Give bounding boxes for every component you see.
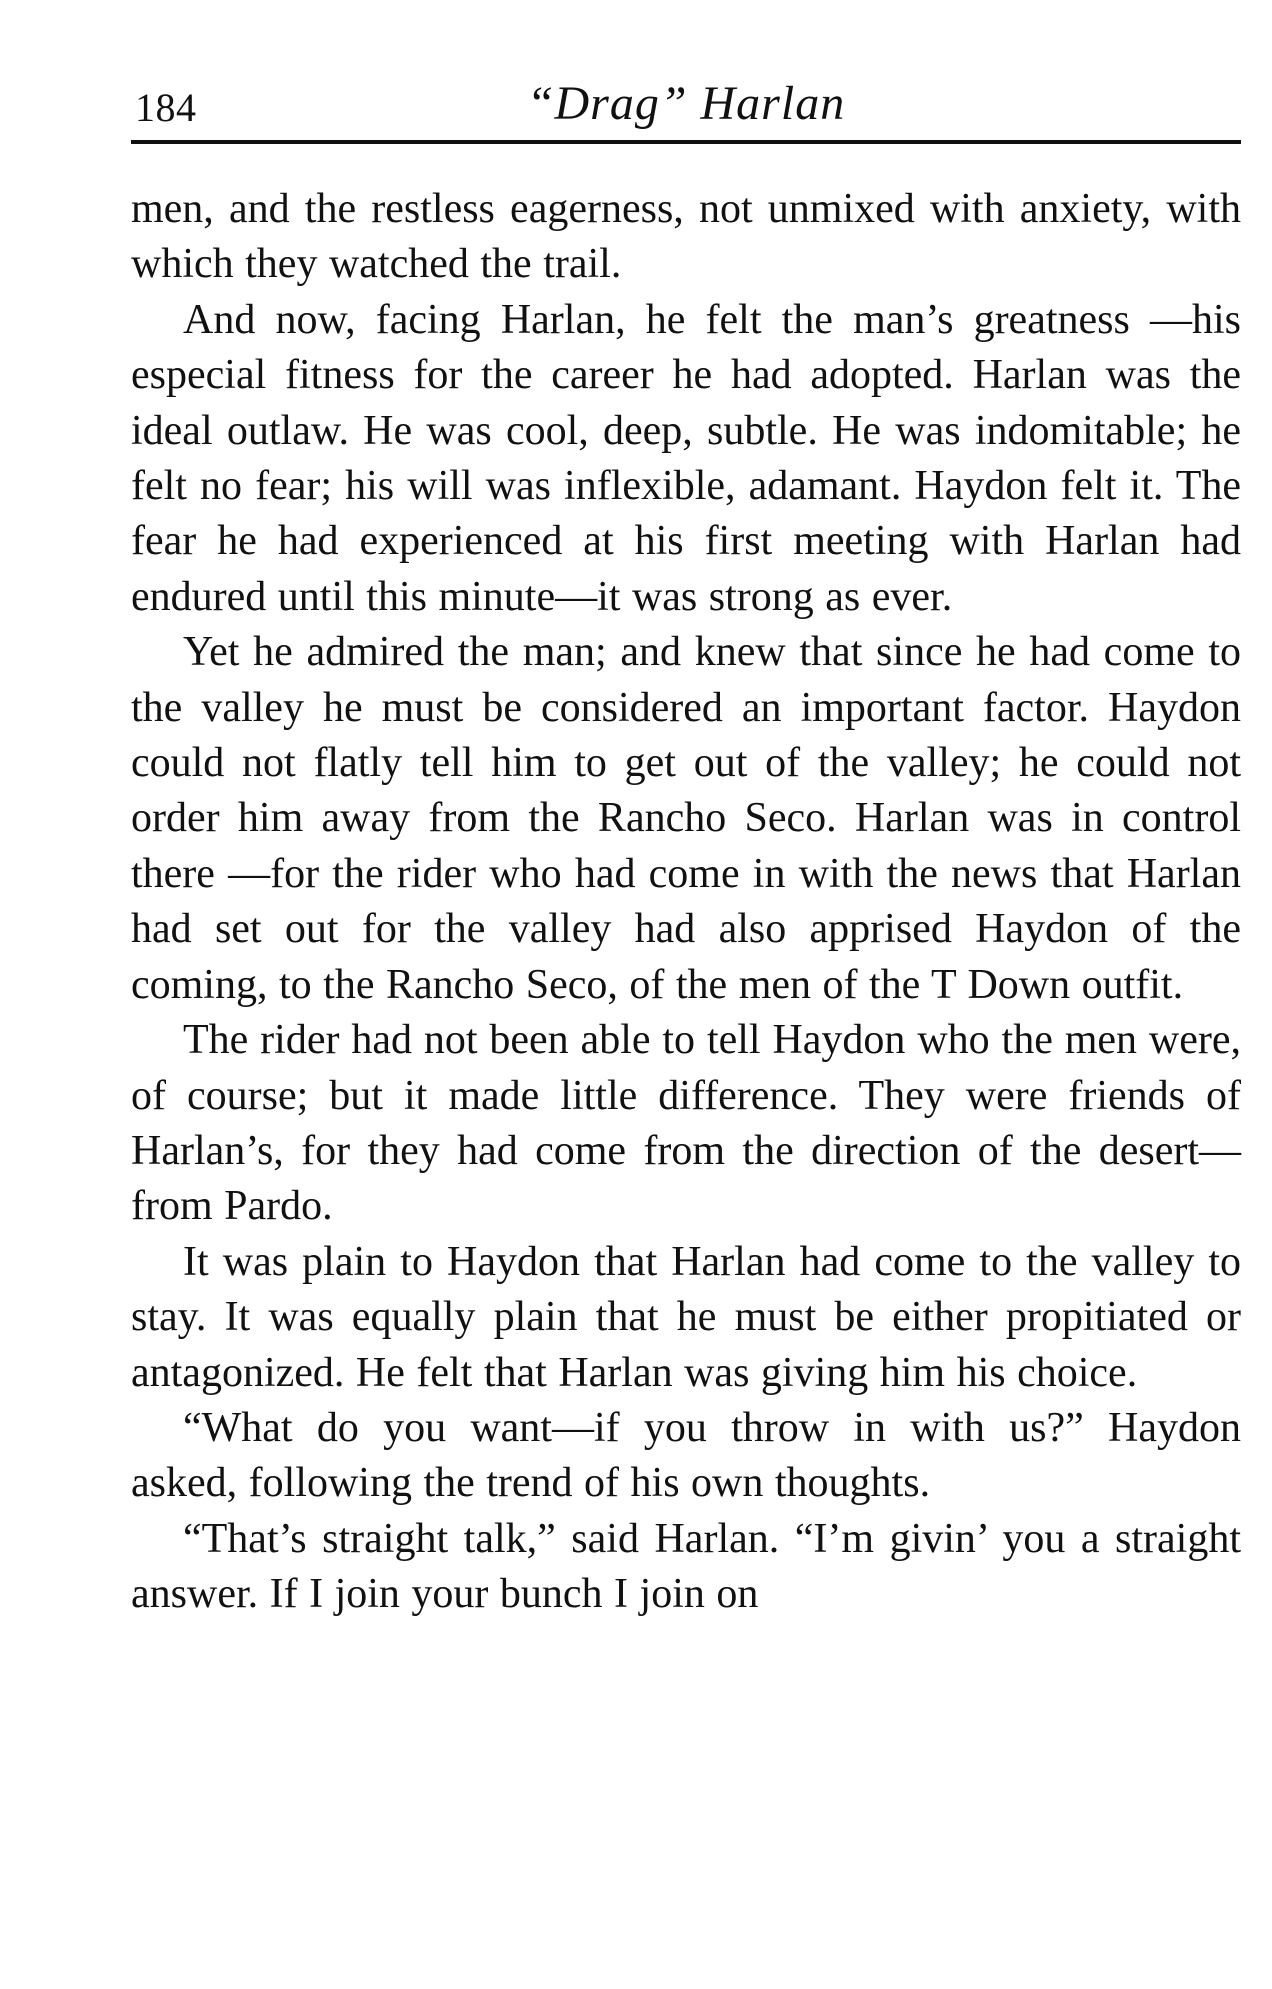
page-number: 184 xyxy=(135,85,197,130)
paragraph: men, and the restless eagerness, not unmixed with anxiety, with which they watched the trail. xyxy=(131,186,1241,288)
paragraph: And now, facing Harlan, he felt the man’s greatness —his especial fitness for the career he had adopted. Harlan was the ideal outlaw. He was cool, deep, subtle. He was indomitable; he felt no fear; his will was inflexible, adamant. Haydon felt it. The fear he had experienced at his first meeting with Harlan had endured until this minute—it was strong as ever. xyxy=(131,296,1241,620)
paragraph: Yet he admired the man; and knew that since he had come to the valley he must be considered an important factor. Haydon could not flatly tell him to get out of the valley; he could not order him away from the Rancho Seco. Harlan was in control there —for the rider who had come in with the news that Harlan had set out for the valley had also apprised Haydon of the coming, to the Rancho Seco, of the men of the T Down outfit. xyxy=(131,629,1241,1008)
running-title: “Drag” Harlan xyxy=(526,77,846,130)
page-header xyxy=(131,72,1241,130)
paragraph: The rider had not been able to tell Haydon who the men were, of course; but it made little difference. They were friends of Harlan’s, for they had come from the direction of the desert—from Pardo. xyxy=(131,1017,1241,1230)
paragraph: “What do you want—if you throw in with us?” Haydon asked, following the trend of his own thoughts. xyxy=(131,1404,1241,1507)
header-rule xyxy=(131,140,1241,144)
body-text xyxy=(131,182,1241,1623)
paragraph: “That’s straight talk,” said Harlan. “I’m givin’ you a straight answer. If I join your bunch I join on xyxy=(131,1515,1241,1618)
book-page xyxy=(131,72,1241,1623)
paragraph: It was plain to Haydon that Harlan had come to the valley to stay. It was equally plain that he must be either propitiated or antagonized. He felt that Harlan was giving him his choice. xyxy=(131,1238,1241,1396)
